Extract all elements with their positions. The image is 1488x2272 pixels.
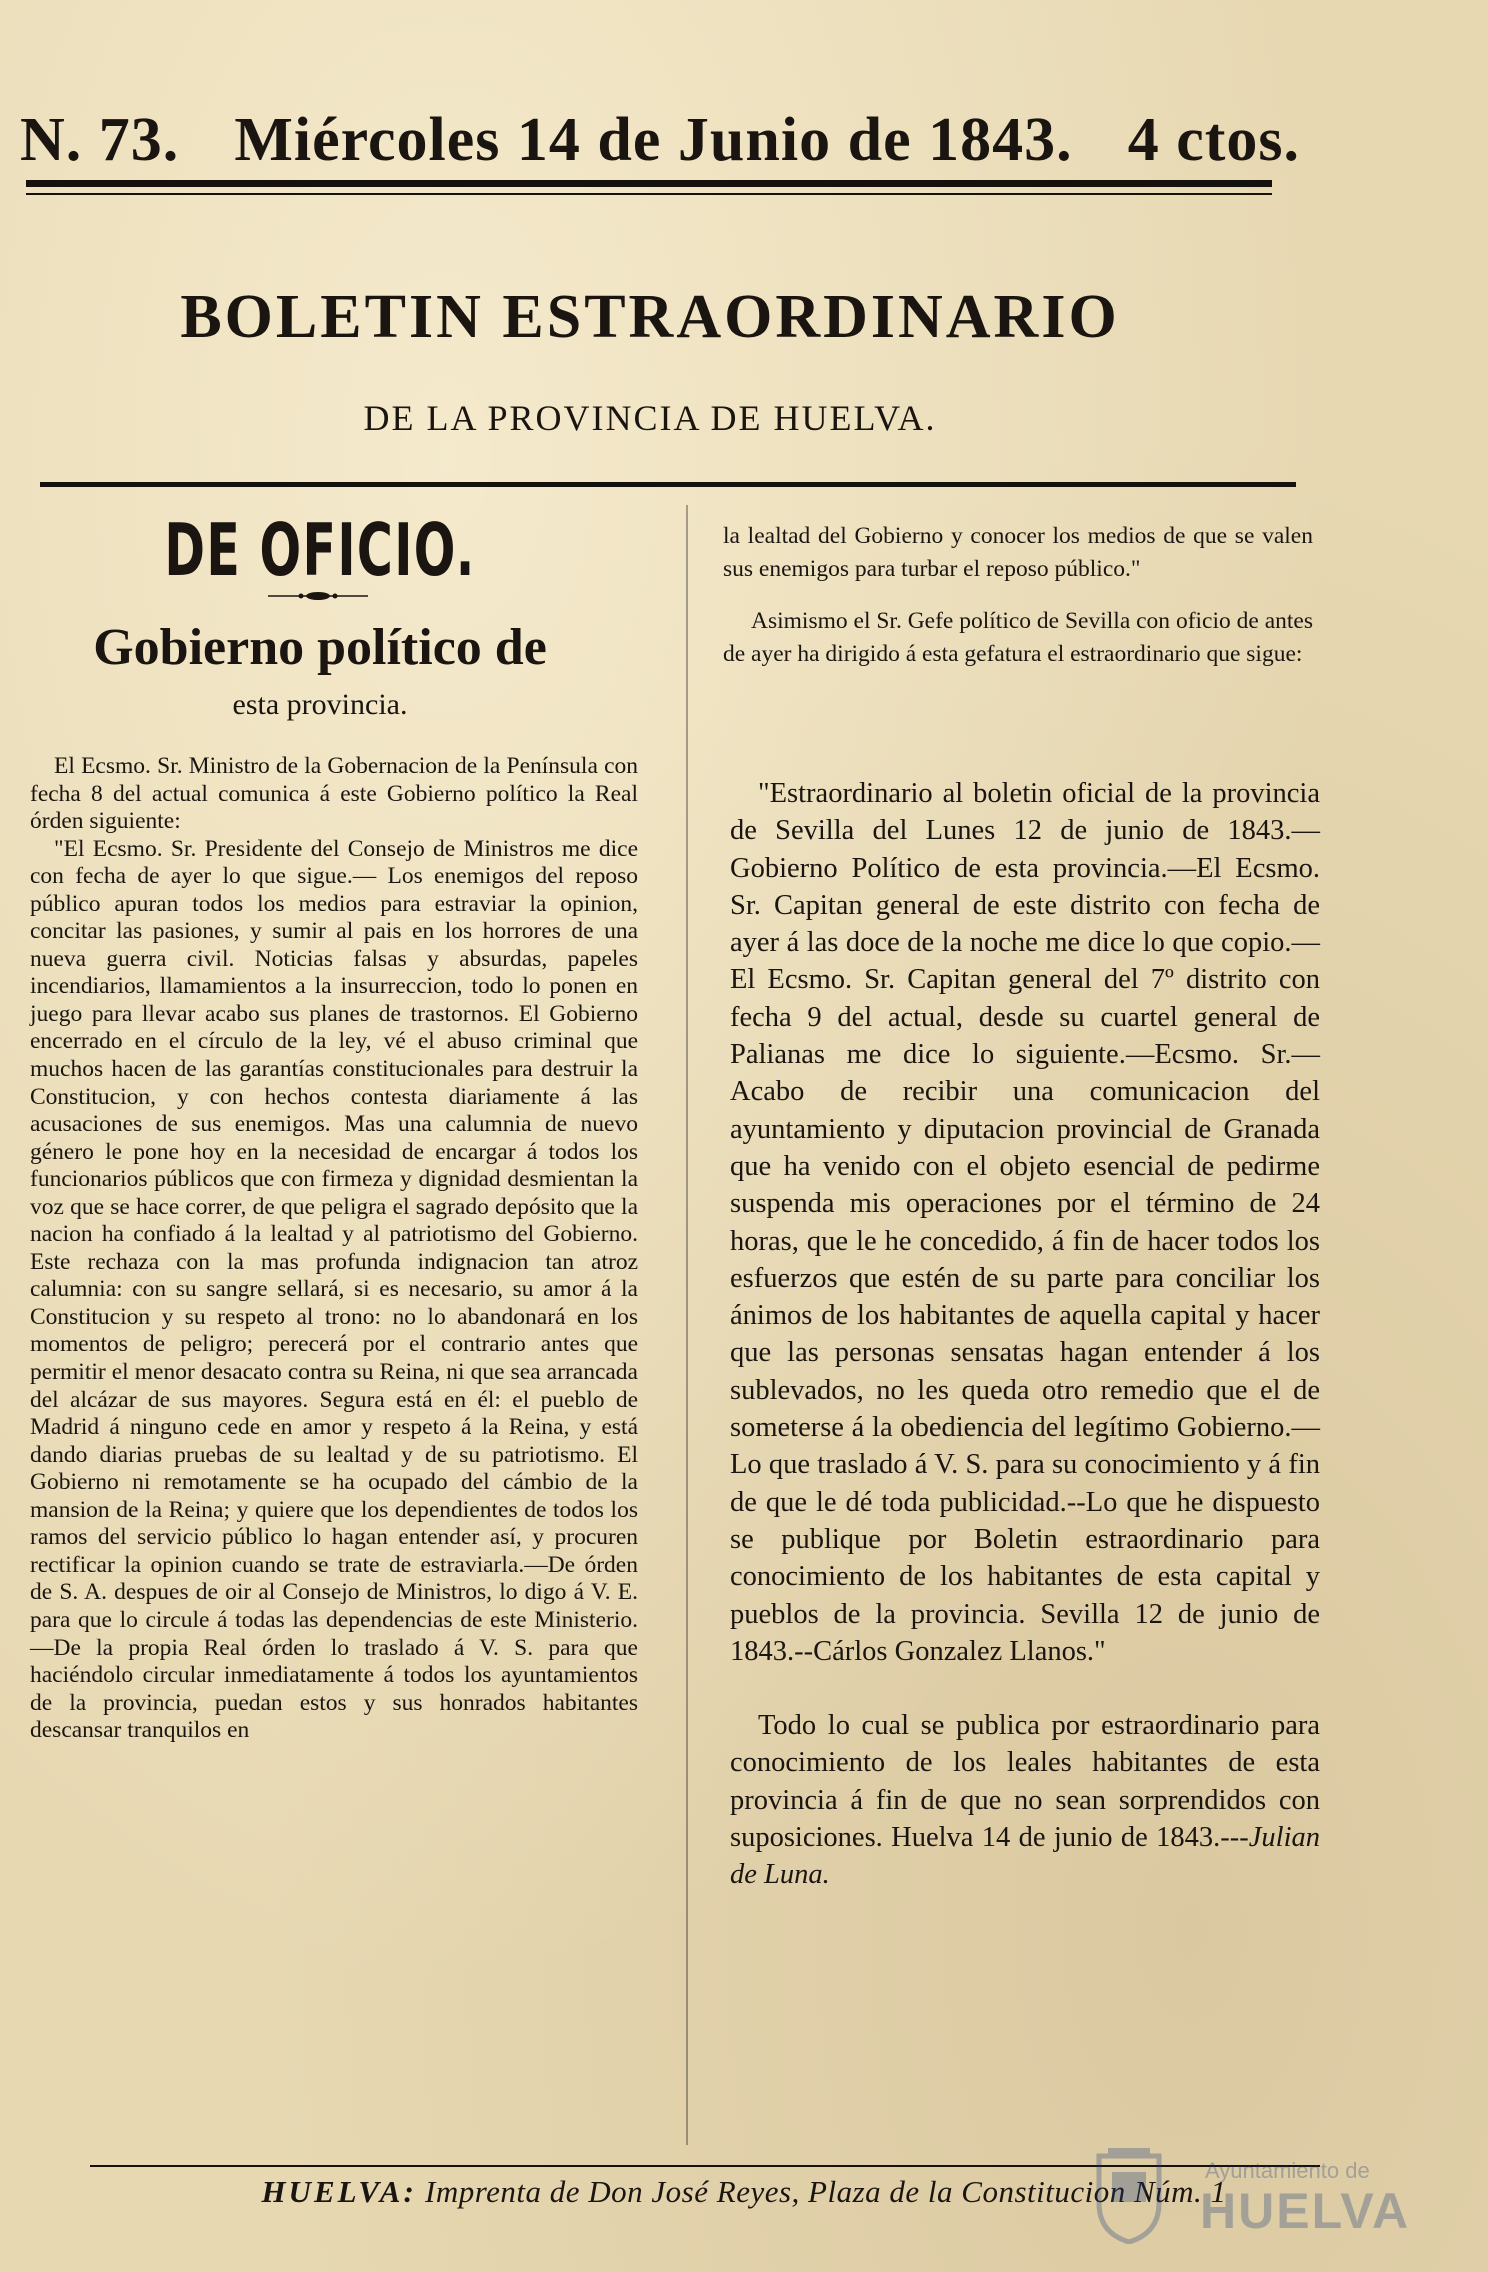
- archive-watermark: [1080, 2140, 1410, 2250]
- imprint-text: Imprenta de Don José Reyes, Plaza de la Constitucion Núm. 1: [425, 2174, 1227, 2209]
- signature: Julian de Luna.: [730, 1822, 1320, 1891]
- quoted-extraordinary: "Estraordinario al boletin oficial de la provincia de Sevilla del Lunes 12 de junio de 1843.—Gobierno Político de esta provincia.—El Ecsmo. Sr. Capitan general de este distrito con fecha de ayer á las doce de la noche me dice lo que copio.—El Ecsmo. Sr. Capitan general del 7º distrito con fecha 9 del actual, desde su cuartel general de Palianas me dice lo siguiente.—Ecsmo. Sr.—Acabo de recibir una comunicacion del ayuntamiento y diputacion provincial de Granada que ha venido con el objeto esencial de pedirme suspenda mis operaciones por el término de 24 horas, que le he concedido, á fin de hacer todos los esfuerzos que estén de su parte para conciliar los ánimos de los habitantes de aquella capital y hacer que las personas sensatas hagan entender á los sublevados, no les queda otro remedio que el de someterse á la obediencia del legítimo Gobierno.—Lo que traslado á V. S. para su conocimiento y á fin de que le dé toda publicidad.--Lo que he dispuesto se publique por Boletin estraordinario para conocimiento de los habitantes de esta capital y pueblos de la provincia. Sevilla 12 de junio de 1843.--Cárlos Gonzalez Llanos.": [730, 778, 1320, 1667]
- ornament-divider-icon: [268, 590, 368, 602]
- masthead-title: BOLETIN ESTRAORDINARIO: [180, 283, 1120, 351]
- masthead-subtitle: DE LA PROVINCIA DE HUELVA.: [363, 398, 937, 438]
- issue-header: [20, 105, 1300, 176]
- closing-text: Todo lo cual se publica por estraordinario para conocimiento de los leales habitantes de esta provincia á fin de que no sean sorprendidos con suposiciones. Huelva 14 de junio de 1843.---: [730, 1710, 1320, 1854]
- paragraph: "El Ecsmo. Sr. Presidente del Consejo de Ministros me dice con fecha de ayer lo que sigue.— Los enemigos del reposo público apuran todos los medios para estraviar la opinion, concitar las pasiones, y sumir al pais en los horrores de una nueva guerra civil. Noticias falsas y absurdas, papeles incendiarios, llamamientos a la insurreccion, todo lo ponen en juego para llevar acabo sus planes de trastornos. El Gobierno encerrado en el círculo de la ley, vé el abuso criminal que muchos hacen de las garantías constitucionales para destruir la Constitucion, y con hechos contesta diariamente á las acusaciones de sus enemigos. Mas una calumnia de nuevo género le pone hoy en la necesidad de encargar á todos los funcionarios públicos que con firmeza y dignidad desmientan la voz que se hace correr, de que peligra el sagrado depósito que la nacion ha confiado á la lealtad y al patriotismo del Gobierno. Este rechaza con la mas profunda indignacion tan atroz calumnia: con su sangre sellará, si es necesario, su amor á la Constitucion y su respeto al trono: no lo abandonará en los momentos de peligro; perecerá por el contrario antes que permitir el menor desacato contra su Reina, ni que sea arrancada del alcázar de sus mayores. Segura está en él: el pueblo de Madrid á ninguno cede en amor y respeto á la Reina, y está dando diarias pruebas de su lealtad y de su patriotismo. El Gobierno ni remotamente se ha ocupado del cámbio de la mansion de la Reina; y quiere que los dependientes de todos los ramos del servicio público lo hagan entender así, y procuren rectificar la opinion cuando se trate de estraviarla.—De órden de S. A. despues de oir al Consejo de Ministros, lo digo á V. E. para que lo circule á todas las dependencias de este Ministerio.—De la propia Real órden lo traslado á V. S. para que haciéndolo circular inmediatamente á todos los ayuntamientos de la provincia, puedan estos y sus honrados habitantes descansar tranquilos en: [30, 835, 638, 1744]
- watermark-big-text: HUELVA: [1200, 2183, 1411, 2239]
- right-column-large-text: [730, 775, 1320, 1894]
- right-column-small-text: [723, 520, 1313, 670]
- section-heading: DE OFICIO.: [164, 508, 476, 592]
- closing-paragraph: [730, 1707, 1320, 1893]
- coat-of-arms-icon: [1094, 2148, 1164, 2244]
- header-rule-thick: [26, 180, 1272, 187]
- column-divider: [686, 505, 688, 2145]
- issue-number: N. 73.: [20, 106, 180, 174]
- issue-price: 4 ctos.: [1127, 106, 1300, 174]
- left-column-text: [30, 753, 638, 1745]
- section-title: Gobierno político de: [93, 619, 547, 676]
- header-rule-thin: [26, 193, 1272, 195]
- masthead-rule: [40, 482, 1296, 487]
- imprint-place: HUELVA:: [261, 2174, 417, 2209]
- paragraph: la lealtad del Gobierno y conocer los medios de que se valen sus enemigos para turbar el reposo público.": [723, 523, 1313, 582]
- paragraph: El Ecsmo. Sr. Ministro de la Gobernacion de la Península con fecha 8 del actual comunica á este Gobierno político la Real órden siguiente:: [30, 753, 638, 835]
- watermark-top-text: Ayuntamiento de: [1205, 2158, 1370, 2183]
- issue-date: Miércoles 14 de Junio de 1843.: [234, 106, 1073, 174]
- paragraph: Asimismo el Sr. Gefe político de Sevilla con oficio de antes de ayer ha dirigido á esta gefatura el estraordinario que sigue:: [723, 608, 1313, 667]
- section-subtitle: esta provincia.: [232, 688, 408, 721]
